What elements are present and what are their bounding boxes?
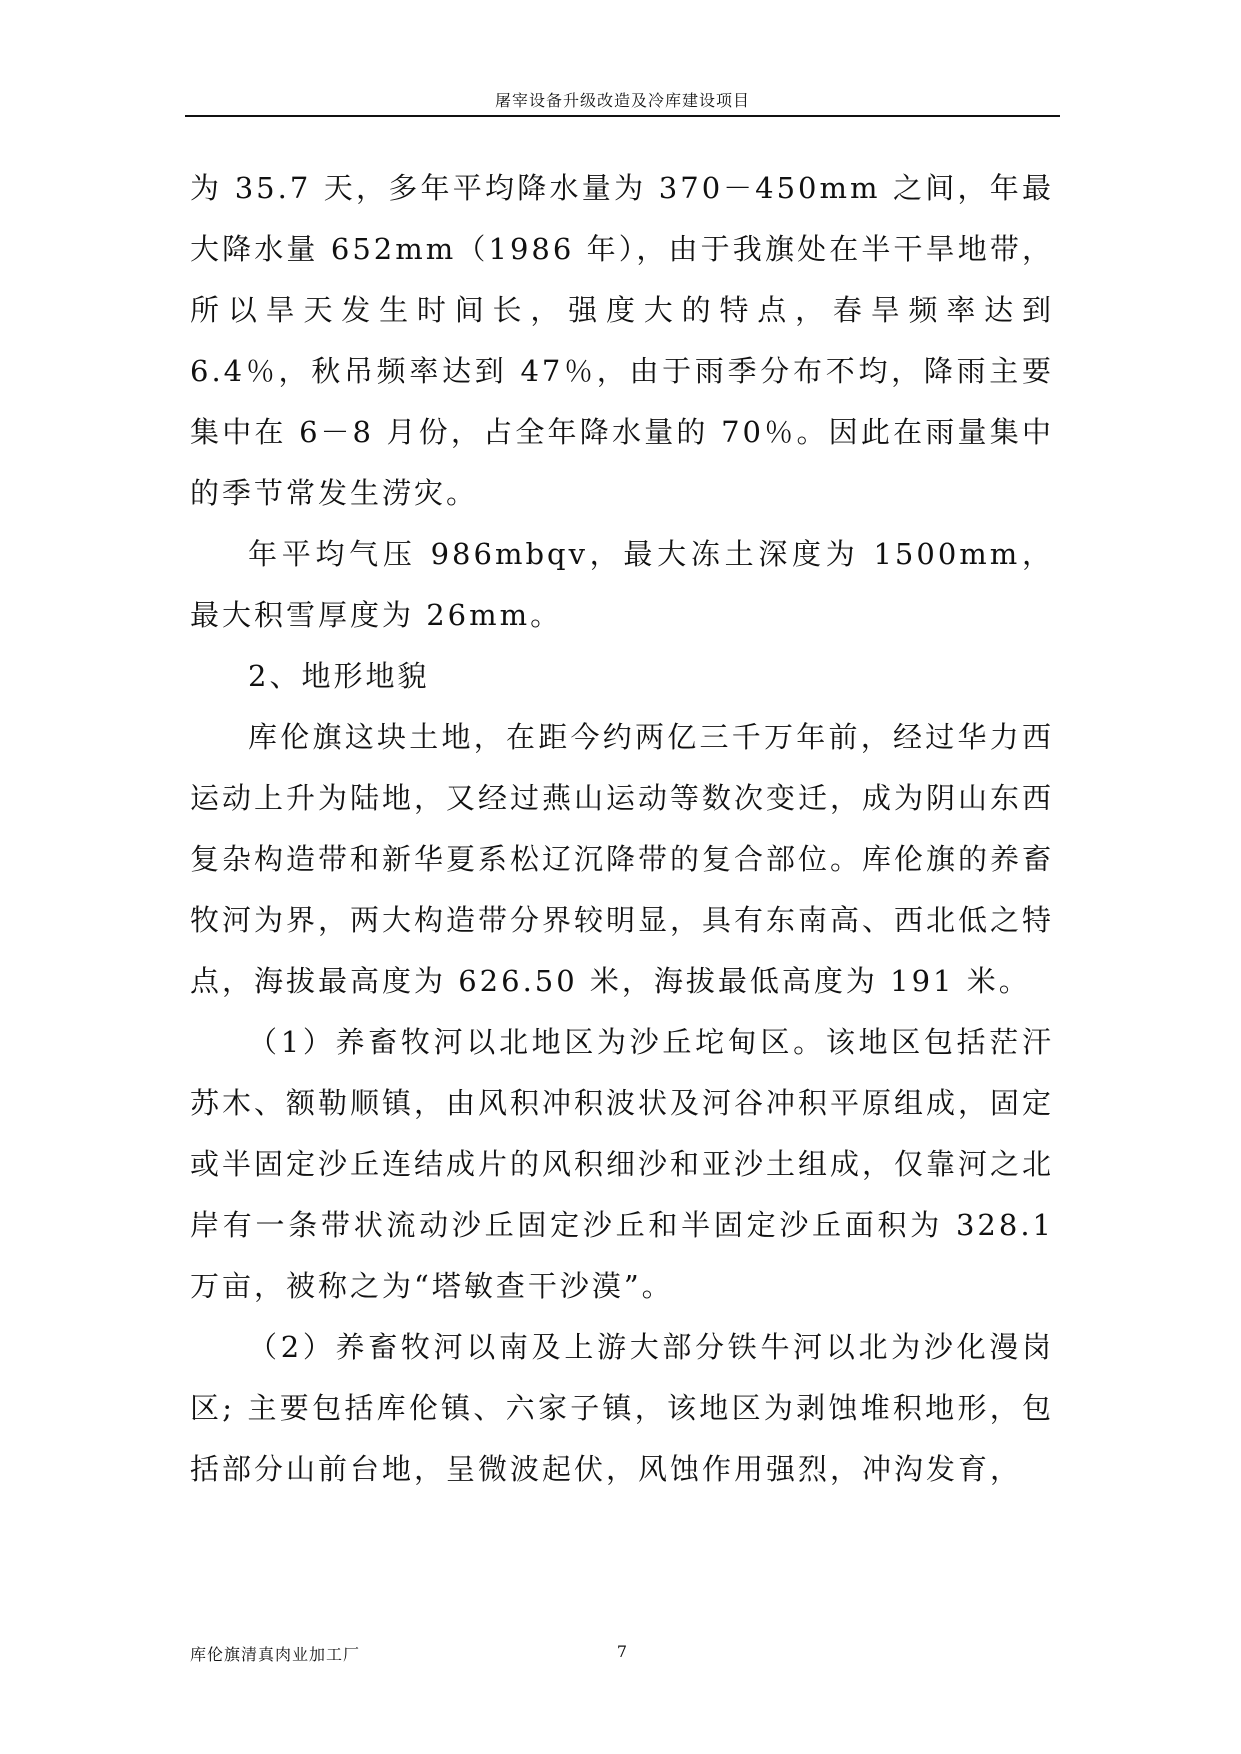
section-heading-terrain: 2、地形地貌 xyxy=(248,659,430,693)
page-number: 7 xyxy=(616,1642,628,1661)
paragraph-north-dunes: （1）养畜牧河以北地区为沙丘坨甸区。该地区包括茫汗苏木、额勒顺镇，由风积冲积波状及河谷冲积平原组成，固定或半固定沙丘连结成片的风积细沙和亚沙土组成，仅靠河之北岸有一条带状流动沙丘固定沙丘和半固定沙丘面积为 328.1 万亩，被称之为“塔敏查干沙漠”。 xyxy=(190,1025,1055,1303)
paragraph-pressure-frost: 年平均气压 986mbqv，最大冻土深度为 1500mm，最大积雪厚度为 26mm。 xyxy=(190,537,1054,632)
paragraph-geology: 库伦旗这块土地，在距今约两亿三千万年前，经过华力西运动上升为陆地，又经过燕山运动等数次变迁，成为阴山东西复杂构造带和新华夏系松辽沉降带的复合部位。库伦旗的养畜牧河为界，两大构造带分界较明显，具有东南高、西北低之特点，海拔最高度为 626.50 米，海拔最低高度为 191 米。 xyxy=(190,720,1055,998)
paragraph-climate-continued: 为 35.7 天，多年平均降水量为 370－450mm 之间，年最大降水量 652mm（1986 年），由于我旗处在半干旱地带，所以旱天发生时间长，强度大的特点，春旱频率达到 6.4％，秋吊频率达到 47％，由于雨季分布不均，降雨主要集中在 6－8 月份，占全年降水量的 70％。因此在雨量集中的季节常发生涝灾。 xyxy=(190,171,1054,510)
paragraph-south-hills: （2）养畜牧河以南及上游大部分铁牛河以北为沙化漫岗区; 主要包括库伦镇、六家子镇，该地区为剥蚀堆积地形，包括部分山前台地，呈微波起伏，风蚀作用强烈，冲沟发育， xyxy=(190,1330,1054,1486)
document-body xyxy=(190,158,1054,1500)
page-header-title: 屠宰设备升级改造及冷库建设项目 xyxy=(494,91,750,110)
header-divider xyxy=(185,115,1060,117)
footer-company-name: 库伦旗清真肉业加工厂 xyxy=(190,1645,361,1664)
